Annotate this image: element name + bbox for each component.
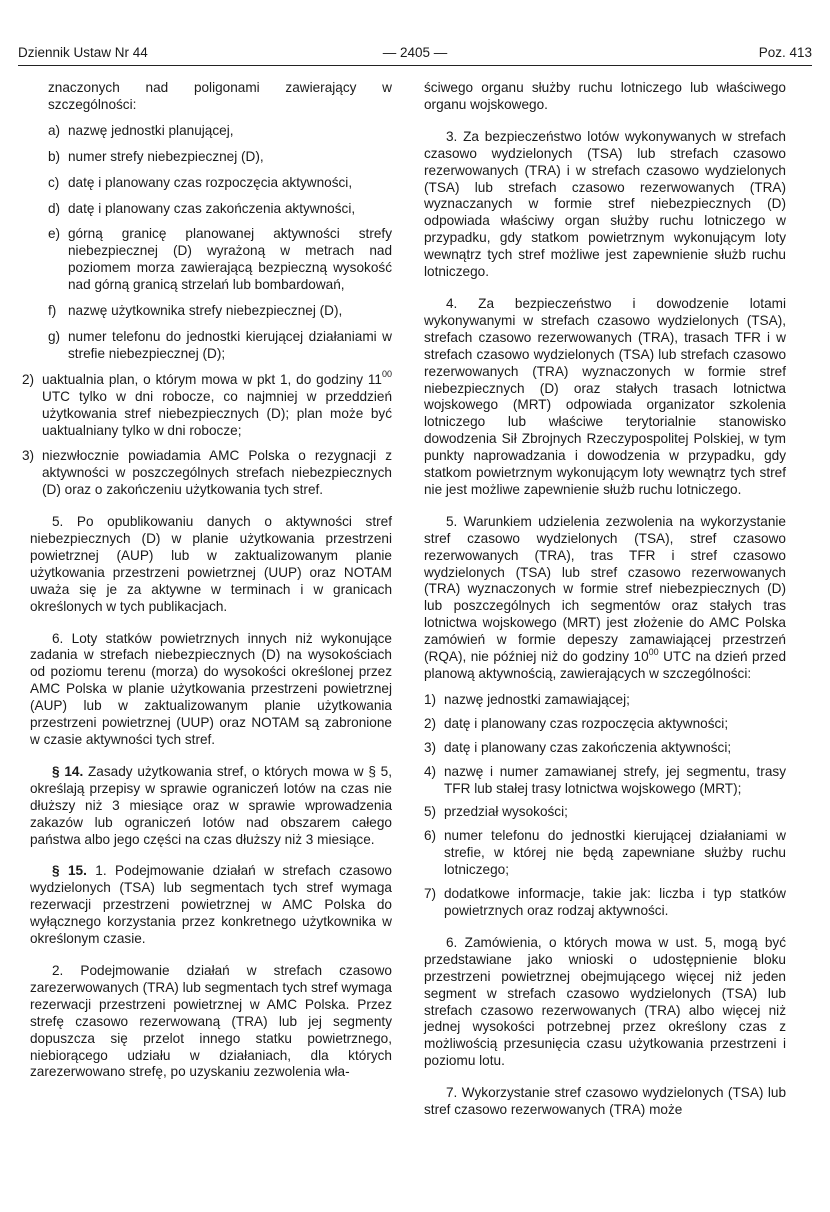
section-14: § 14. Zasady użytkowania stref, o których mowa w § 5, określają przepisy w sprawie ograniczeń lotów na czas nie dłuższy niż 3 miesiące oraz w sprawie wprowadzenia zakazów lub ograniczeń lotów nad obszarem całego państwa albo jego części na czas dłuższy niż 3 miesiące. <box>30 763 392 847</box>
list-item-e: e) górną granicę planowanej aktywności strefy niebezpiecznej (D) wyrażoną w metrach nad poziomem morza zawierającą bezpieczną wysokość nad górną granicą strzelań lub bombardowań, <box>48 226 392 293</box>
position-number: Poz. 413 <box>758 45 812 60</box>
list-item-f: f) nazwę użytkownika strefy niebezpiecznej (D), <box>48 303 343 319</box>
page-number: — 2405 — <box>382 45 448 60</box>
paragraph-3: 3. Za bezpieczeństwo lotów wykonywanych w strefach czasowo wydzielonych (TSA) lub strefach czasowo rezerwowanych (TRA) i w strefach czasowo wydzielonych (TSA) lub strefach czasowo rezerwowanych (TRA) wyznaczanych w formie stref niebezpiecznych (D) odpowiada właściwy organ służby ruchu lotniczego w przypadku, gdy statkom powietrznym wykonującym loty wewnątrz tych stref możliwe jest zapewnienie służb ruchu lotniczego. <box>424 128 786 280</box>
paragraph-5: 5. Po opublikowaniu danych o aktywności stref niebezpiecznych (D) w planie użytkowania przestrzeni powietrznej (AUP) lub w zaktualizowanym planie użytkowania przestrzeni powietrznej (UUP) oraz NOTAM uważa się je za aktywne w terminach i w granicach określonych w tych publikacjach. <box>30 514 392 614</box>
list-item-4: 4) nazwę i numer zamawianej strefy, jej segmentu, trasy TFR lub stałej trasy lotnictwa wojskowego (MRT); <box>424 763 786 796</box>
paragraph-5-conditions: 5. Warunkiem udzielenia zezwolenia na wykorzystanie stref czasowo wydzielonych (TSA), stref czasowo rezerwowanych (TRA), tras TFR i stref czasowo wydzielonych (TSA) lub stref czasowo rezerwowanych (TRA) wyznaczonych w formie stref niebezpiecznych (D) lub poszczególnych ich segmentów oraz stałych tras lotnictwa wojskowego (MRT) jest złożenie do AMC Polska zamówień w formie depeszy zamawiającej przestrzeń (RQA), nie później niż do godziny $10^{00}$ UTC na dzień przed planową aktywnością, zawierających w szczególności: <box>424 513 787 681</box>
paragraph-4: 4. Za bezpieczeństwo i dowodzenie lotami wykonywanymi w strefach czasowo wydzielonych (TSA), strefach czasowo rezerwowanych (TRA), trasach TFR i w strefach czasowo wydzielonych (TSA) lub strefach czasowo rezerwowanych (TRA) wyznaczonych w formie stref niebezpiecznych (D) oraz stałych trasach lotnictwa wojskowego (MRT) odpowiada organizator szkolenia lotniczego lub właściwe terytorialnie stanowisko dowodzenia Sił Zbrojnych Rzeczypospolitej Polskiej, w tym punkty naprowadzania i dowodzenia w przypadku, gdy statkom powietrznym wykonującym loty wewnątrz tych stref nie jest możliwe zapewnienie służb ruchu lotniczego. <box>424 295 786 497</box>
continued-text: ściwego organu służby ruchu lotniczego lub właściwego organu wojskowego. <box>424 80 786 112</box>
list-item-2: 2) datę i planowany czas rozpoczęcia aktywności; <box>424 715 729 731</box>
list-item-6: 6) numer telefonu do jednostki kierującej działaniami w strefie, w której nie będą zapewniane służby ruchu lotniczego; <box>424 828 786 878</box>
intro-paragraph: znaczonych nad poligonami zawierający w szczególności: <box>48 80 392 112</box>
list-item-d: d) datę i planowany czas zakończenia aktywności, <box>48 200 356 216</box>
list-item-3: 3) datę i planowany czas zakończenia aktywności; <box>424 739 732 755</box>
list-item-5: 5) przedział wysokości; <box>424 804 568 820</box>
header-rule <box>18 65 812 66</box>
list-item-7: 7) dodatkowe informacje, takie jak: liczba i typ statków powietrznych oraz rodzaj aktywności. <box>424 886 786 918</box>
list-item-c: c) datę i planowany czas rozpoczęcia aktywności, <box>48 174 353 190</box>
list-item-b: b) numer strefy niebezpiecznej (D), <box>48 148 264 164</box>
left-column <box>22 80 392 1090</box>
paragraph-7: 7. Wykorzystanie stref czasowo wydzielonych (TSA) lub stref czasowo rezerwowanych (TRA) może <box>424 1085 786 1118</box>
paragraph-6: 6. Loty statków powietrznych innych niż wykonujące zadania w strefach niebezpiecznych (D) na wysokościach od poziomu terenu (morza) do wysokości określonej przez AMC Polska w planie użytkowania przestrzeni powietrznej (AUP) lub w zaktualizowanym planie użytkowania przestrzeni powietrznej (UUP) oraz NOTAM są zabronione w czasie aktywności tych stref. <box>30 630 392 747</box>
right-column <box>424 80 786 1128</box>
section-15: § 15. 1. Podejmowanie działań w strefach czasowo wydzielonych (TSA) lub segmentach tych stref wymaga rezerwacji przestrzeni powietrznej w AMC Polska do wyłącznego korzystania przez konkretnego użytkownika w określonym czasie. <box>30 863 392 947</box>
journal-title: Dziennik Ustaw Nr 44 <box>18 45 148 60</box>
list-item-g: g) numer telefonu do jednostki kierującej działaniami w strefie niebezpiecznej (D); <box>48 328 392 361</box>
paragraph-6-orders: 6. Zamówienia, o których mowa w ust. 5, mogą być przedstawiane jako wnioski o udostępnienie bloku przestrzeni powietrznej obejmującego więcej niż jeden segment w strefach czasowo wydzielonych (TSA) lub strefach czasowo rezerwowanych (TRA) albo więcej niż jednej wysokości potrzebnej przez określony czas z możliwością przesunięcia czasu użytkowania przestrzeni i poziomu lotu. <box>424 934 786 1069</box>
page-header <box>18 45 812 65</box>
list-item-1: 1) nazwę jednostki zamawiającej; <box>424 691 630 707</box>
point-2: 2) uaktualnia plan, o którym mowa w pkt 1, do godziny $11^{00}$ UTC tylko w dni robocze, co najmniej w przeddzień użytkowania stref niebezpiecznych (D); plan może być uaktualniany tylko w dni robocze; <box>22 369 392 438</box>
section-15-par-2: 2. Podejmowanie działań w strefach czasowo zarezerwowanych (TRA) lub segmentach tych stref wymaga rezerwacji przestrzeni powietrznej w AMC Polska. Przez strefę czasowo rezerwowaną (TRA) lub jej segmenty dopuszcza się przelot innego statku powietrznego, niebiorącego udziału w działaniach, dla których zarezerwowano strefę, po uzyskaniu zezwolenia wła- <box>30 962 392 1080</box>
list-item-a: a) nazwę jednostki planującej, <box>48 122 234 138</box>
point-3: 3) niezwłocznie powiadamia AMC Polska o rezygnacji z aktywności w poszczególnych strefach niebezpiecznych (D) oraz o zakończeniu użytkowania tych stref. <box>22 448 392 498</box>
